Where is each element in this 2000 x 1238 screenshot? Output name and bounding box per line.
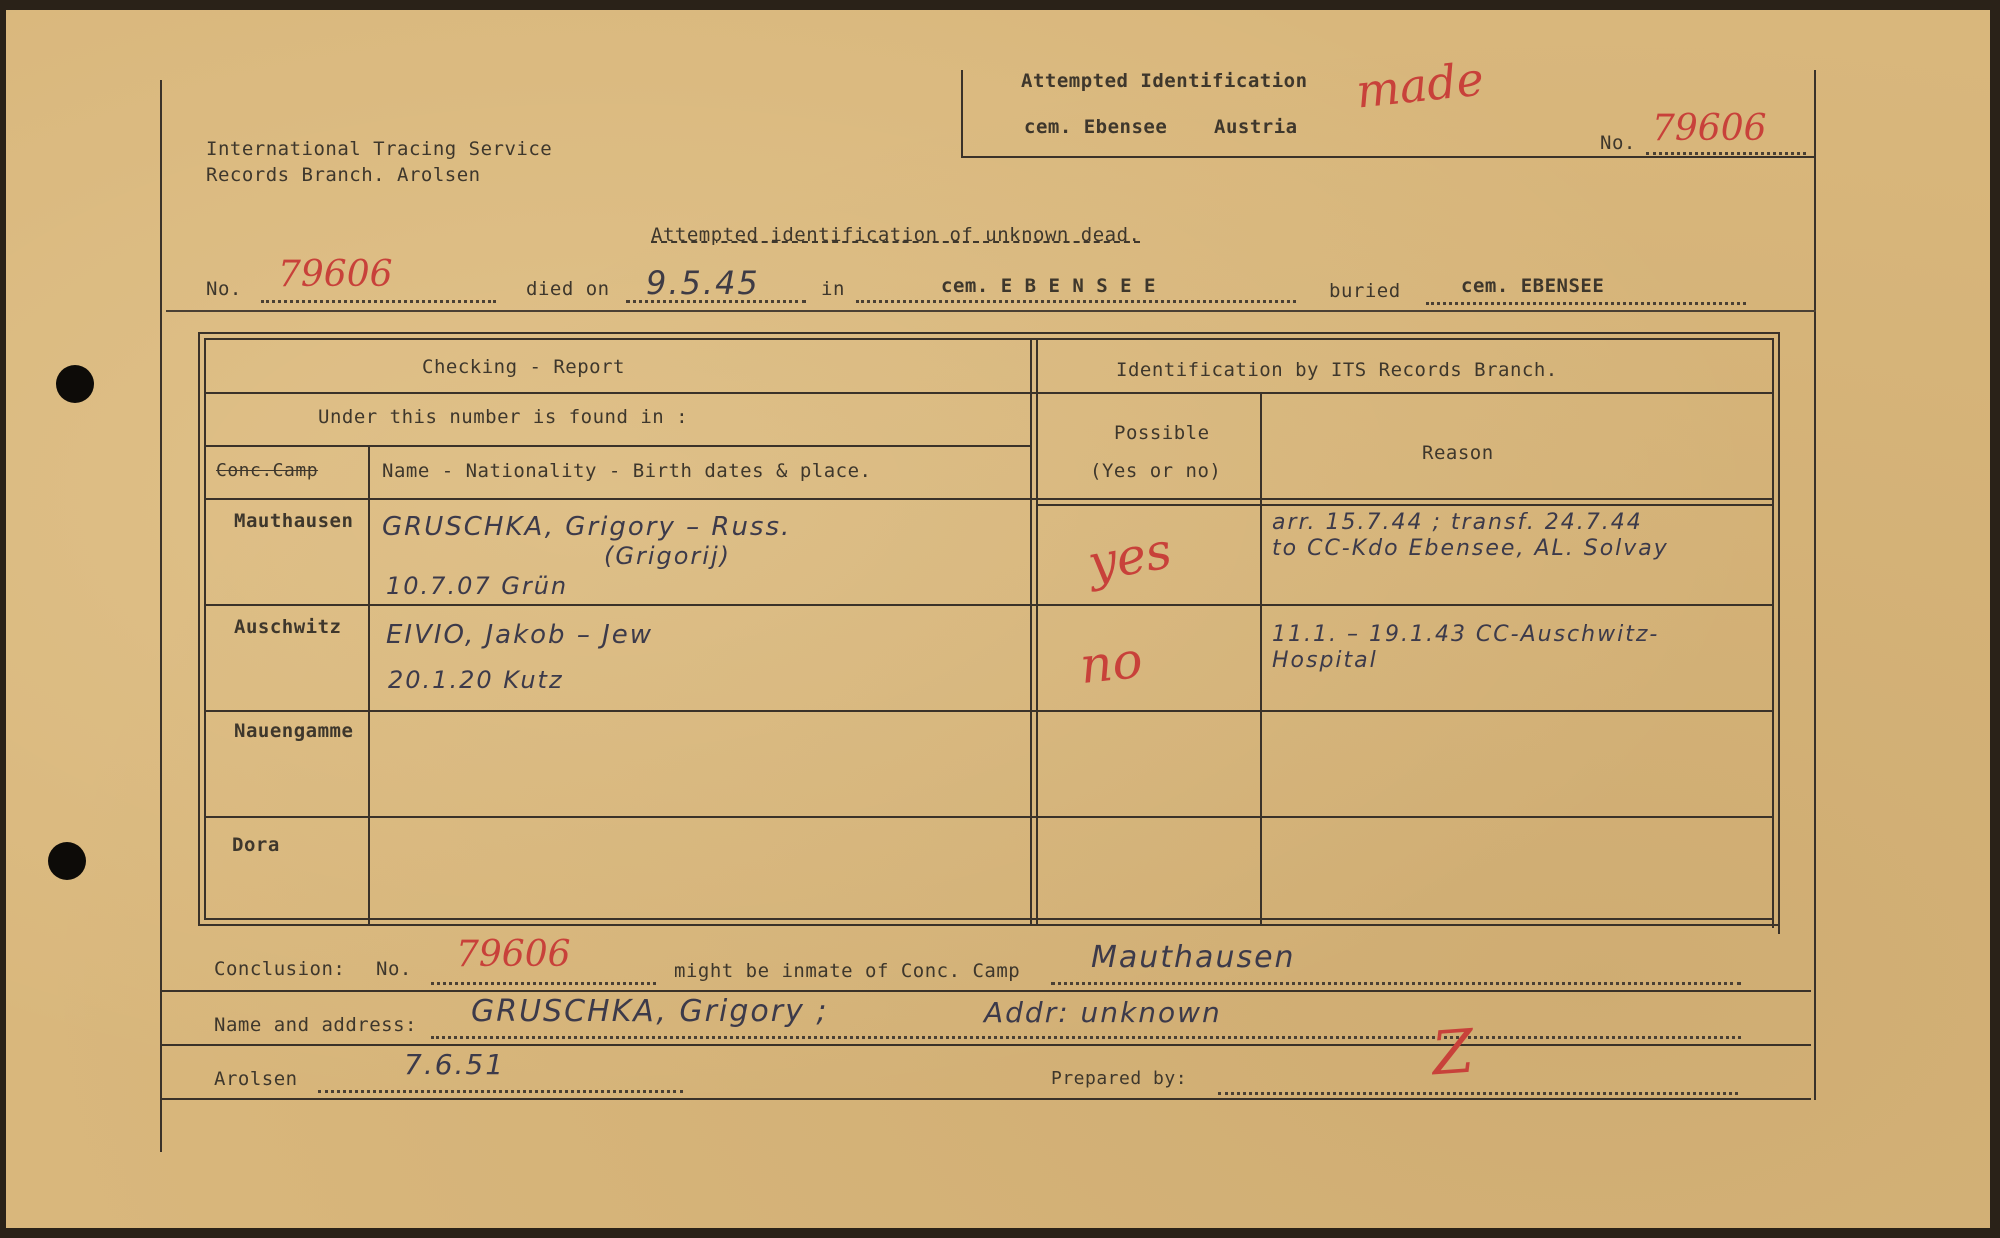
col-possible-header-2: (Yes or no) — [1090, 460, 1222, 482]
org-line-2: Records Branch. Arolsen — [206, 164, 481, 186]
date-dots — [318, 1090, 683, 1093]
attempted-identification-label: Attempted Identification — [1021, 70, 1308, 92]
conclusion-camp-dots — [1051, 982, 1741, 985]
header-box-left — [961, 70, 963, 158]
in-label: in — [821, 278, 845, 300]
right-margin-line — [1814, 70, 1816, 1100]
identification-header: Identification by ITS Records Branch. — [1116, 359, 1558, 381]
row2-possible: no — [1077, 630, 1146, 696]
table-left-inner — [204, 338, 206, 918]
col-camp-header: Conc.Camp — [216, 460, 319, 481]
col-reason-header: Reason — [1422, 442, 1494, 464]
date-value: 7.6.51 — [404, 1048, 506, 1081]
row2-reason-line2: Hospital — [1272, 648, 1378, 673]
row1-name-line3: 10.7.07 Grün — [386, 572, 569, 600]
died-dots — [626, 300, 806, 303]
document-title: Attempted identification of unknown dead. — [651, 224, 1141, 246]
table-bottom-outer — [198, 924, 1780, 926]
table-header-bottom-2 — [1036, 504, 1772, 506]
table-mid-divider-2 — [1036, 338, 1038, 924]
row2-reason-line1: 11.1. – 19.1.43 CC-Auschwitz- — [1272, 622, 1660, 647]
header-no-dots — [1646, 152, 1806, 155]
checking-report-header: Checking - Report — [422, 356, 625, 378]
bottom-line — [161, 1098, 1811, 1100]
row2-name-line1: EIVIO, Jakob – Jew — [386, 620, 654, 650]
col-possible-header-1: Possible — [1114, 422, 1210, 444]
row-separator-1 — [204, 604, 1772, 606]
table-right-outer — [1778, 332, 1780, 934]
header-no-label: No. — [1600, 132, 1636, 154]
tracing-card — [6, 10, 1990, 1228]
country-label: Austria — [1214, 116, 1298, 138]
in-dots — [856, 300, 1296, 303]
row-camp-mauthausen: Mauthausen — [234, 510, 354, 532]
table-top-outer — [198, 332, 1778, 334]
buried-value: cem. EBENSEE — [1461, 275, 1605, 297]
col-name-header: Name - Nationality - Birth dates & place. — [382, 460, 872, 482]
conclusion-no-value: 79606 — [456, 934, 571, 975]
table-bottom-inner — [204, 918, 1774, 920]
prepared-by-label: Prepared by: — [1051, 1068, 1188, 1089]
name-address-label: Name and address: — [214, 1014, 417, 1036]
under-number-header: Under this number is found in : — [318, 406, 689, 428]
cemetery-label: cem. Ebensee — [1024, 116, 1168, 138]
buried-dots — [1426, 302, 1746, 305]
conclusion-camp-value: Mauthausen — [1091, 940, 1296, 975]
row1-possible: yes — [1083, 521, 1176, 593]
conclusion-no-label: No. — [376, 958, 412, 980]
conclusion-might-be: might be inmate of Conc. Camp — [674, 960, 1021, 982]
conclusion-label: Conclusion: — [214, 958, 346, 980]
table-mid-divider-1 — [1030, 338, 1032, 924]
table-camp-divider — [368, 445, 370, 924]
in-value: cem. E B E N S E E — [941, 275, 1156, 297]
table-top-inner — [204, 338, 1772, 340]
header-box-bottom — [961, 156, 1816, 158]
died-label: died on — [526, 278, 610, 300]
row-camp-dora: Dora — [232, 834, 280, 856]
arolsen-label: Arolsen — [214, 1068, 298, 1090]
died-value: 9.5.45 — [646, 264, 760, 302]
table-right-inner — [1772, 338, 1774, 928]
prepared-dots — [1218, 1092, 1738, 1095]
buried-label: buried — [1329, 280, 1401, 302]
record-no-value: 79606 — [278, 254, 393, 295]
attempted-stamp: made — [1353, 51, 1487, 119]
table-left-outer — [198, 332, 200, 924]
punch-hole-top — [56, 365, 94, 403]
name-value: GRUSCHKA, Grigory ; — [471, 994, 829, 1029]
name-address-line — [161, 1044, 1811, 1046]
row-separator-2 — [204, 710, 1772, 712]
prepared-mark: Z — [1429, 1016, 1477, 1090]
table-header-line-2 — [204, 445, 1032, 447]
row2-name-line3: 20.1.20 Kutz — [388, 666, 564, 694]
org-line-1: International Tracing Service — [206, 138, 553, 160]
punch-hole-bottom — [48, 842, 86, 880]
table-header-line-1 — [204, 392, 1772, 394]
row1-reason-line2: to CC-Kdo Ebensee, AL. Solvay — [1272, 536, 1669, 561]
address-value: Addr: unknown — [984, 996, 1222, 1029]
row1-name-line1: GRUSCHKA, Grigory – Russ. — [382, 512, 792, 542]
table-header-bottom-1 — [204, 498, 1772, 500]
table-possible-divider — [1260, 392, 1262, 924]
record-separator — [166, 310, 1816, 312]
record-no-dots — [261, 300, 496, 303]
row1-name-line2: (Grigorij) — [604, 542, 731, 570]
row-separator-3 — [204, 816, 1772, 818]
name-address-dots — [431, 1036, 1741, 1039]
conclusion-no-dots — [431, 982, 656, 985]
record-no-label: No. — [206, 278, 242, 300]
row-camp-nauengamme: Nauengamme — [234, 720, 354, 742]
row1-reason-line1: arr. 15.7.44 ; transf. 24.7.44 — [1272, 510, 1643, 535]
header-no-value: 79606 — [1652, 108, 1767, 149]
conclusion-line — [161, 990, 1811, 992]
row-camp-auschwitz: Auschwitz — [234, 616, 342, 638]
